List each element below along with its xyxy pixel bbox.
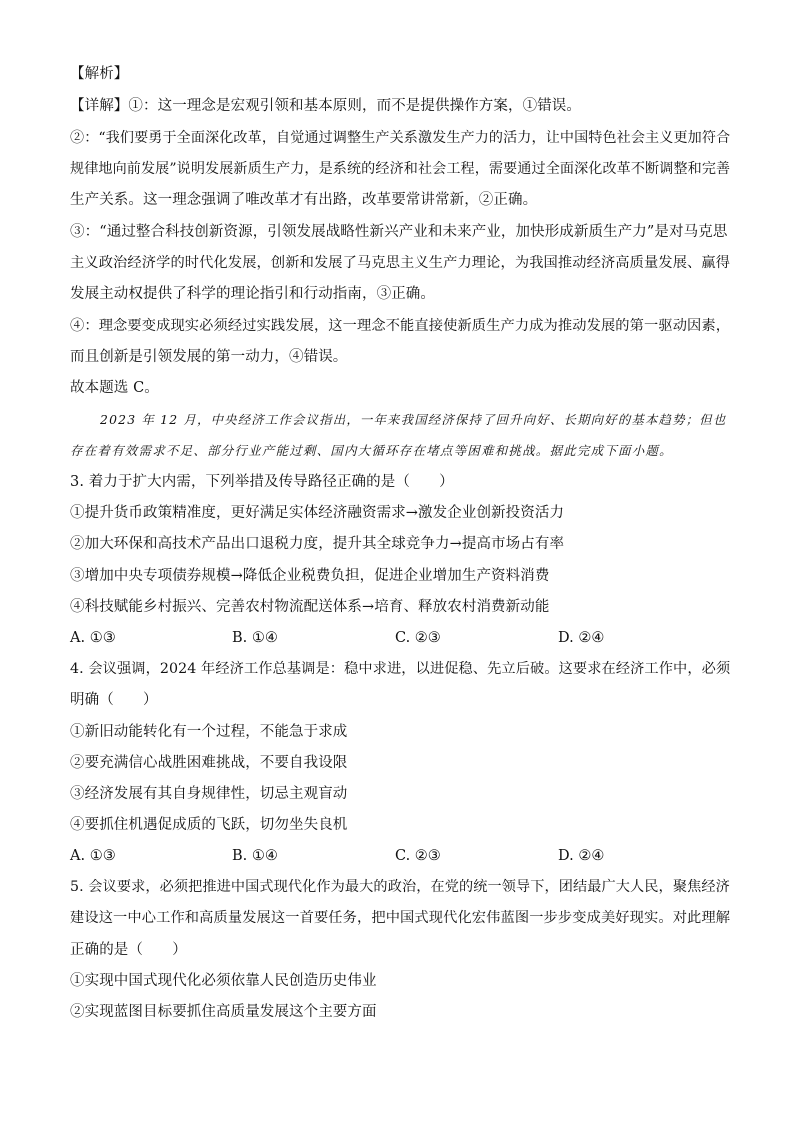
question-3-item: ④科技赋能乡村振兴、完善农村物流配送体系→培育、释放农村消费新动能 bbox=[70, 599, 550, 615]
question-4-stem: 4. 会议强调，2024 年经济工作总基调是：稳中求进，以进促稳、先立后破。这要求在经济工作中，必须 bbox=[70, 661, 731, 677]
option-a: A. ①③ bbox=[70, 848, 116, 864]
analysis-line: 而且创新是引领发展的第一动力，④错误。 bbox=[70, 349, 348, 365]
question-3-options bbox=[70, 628, 734, 648]
option-c: C. ②③ bbox=[395, 848, 441, 864]
option-d: D. ②④ bbox=[558, 630, 605, 646]
question-4-item: ③经济发展有其自身规律性，切忌主观盲动 bbox=[70, 786, 348, 802]
analysis-line: 发展主动权提供了科学的理论指引和行动指南，③正确。 bbox=[70, 286, 435, 302]
question-5-stem: 正确的是（ ） bbox=[70, 942, 187, 958]
analysis-line: ④：理念要变成现实必须经过实践发展，这一理念不能直接使新质生产力成为推动发展的第一驱动因素， bbox=[70, 318, 731, 334]
analysis-line: 规律地向前发展”说明发展新质生产力，是系统的经济和社会工程，需要通过全面深化改革不断调整和完善 bbox=[70, 161, 731, 177]
question-3-item: ②加大环保和高技术产品出口退税力度，提升其全球竞争力→提高市场占有率 bbox=[70, 536, 565, 552]
question-3-item: ①提升货币政策精准度，更好满足实体经济融资需求→激发企业创新投资活力 bbox=[70, 505, 565, 521]
question-4-options bbox=[70, 846, 734, 866]
analysis-line: 主义政治经济学的时代化发展，创新和发展了马克思主义生产力理论，为我国推动经济高质量发展、赢得 bbox=[70, 255, 731, 271]
question-5-item: ②实现蓝图目标要抓住高质量发展这个主要方面 bbox=[70, 1004, 377, 1020]
analysis-line: ②：“我们要勇于全面深化改革，自觉通过调整生产关系激发生产力的活力，让中国特色社会主义更加符合 bbox=[70, 130, 731, 146]
option-b: B. ①④ bbox=[232, 630, 278, 646]
question-4-item: ②要充满信心战胜困难挑战，不要自我设限 bbox=[70, 755, 348, 771]
question-5-item: ①实现中国式现代化必须依靠人民创造历史伟业 bbox=[70, 973, 377, 989]
passage-line: 存在着有效需求不足、部分行业产能过剩、国内大循环存在堵点等困难和挑战。据此完成下面小题。 bbox=[70, 443, 673, 458]
option-a: A. ①③ bbox=[70, 630, 116, 646]
question-4-item: ①新旧动能转化有一个过程，不能急于求成 bbox=[70, 724, 348, 740]
analysis-heading: 【解析】 bbox=[70, 66, 129, 82]
passage-line: 2023 年 12 月，中央经济工作会议指出，一年来我国经济保持了回升向好、长期向好的基本趋势；但也 bbox=[100, 412, 727, 427]
analysis-line: ③：“通过整合科技创新资源，引领发展战略性新兴产业和未来产业，加快形成新质生产力”是对马克思 bbox=[70, 224, 728, 240]
question-4-stem: 明确（ ） bbox=[70, 692, 158, 708]
analysis-line: 【详解】①：这一理念是宏观引领和基本原则，而不是提供操作方案，①错误。 bbox=[70, 98, 581, 114]
option-b: B. ①④ bbox=[232, 848, 278, 864]
question-3-item: ③增加中央专项债券规模→降低企业税费负担，促进企业增加生产资料消费 bbox=[70, 568, 550, 584]
question-4-item: ④要抓住机遇促成质的飞跃，切勿坐失良机 bbox=[70, 817, 348, 833]
question-5-stem: 建设这一中心工作和高质量发展这一首要任务，把中国式现代化宏伟蓝图一步步变成美好现实。对此理解 bbox=[70, 910, 731, 926]
question-5-stem: 5. 会议要求，必须把推进中国式现代化作为最大的政治，在党的统一领导下，团结最广大人民，聚焦经济 bbox=[70, 879, 730, 895]
question-3-stem: 3. 着力于扩大内需，下列举措及传导路径正确的是（ ） bbox=[70, 474, 454, 490]
option-d: D. ②④ bbox=[558, 848, 605, 864]
answer-line: 故本题选 C。 bbox=[70, 380, 159, 396]
analysis-line: 生产关系。这一理念强调了唯改革才有出路，改革要常讲常新，②正确。 bbox=[70, 192, 538, 208]
option-c: C. ②③ bbox=[395, 630, 441, 646]
